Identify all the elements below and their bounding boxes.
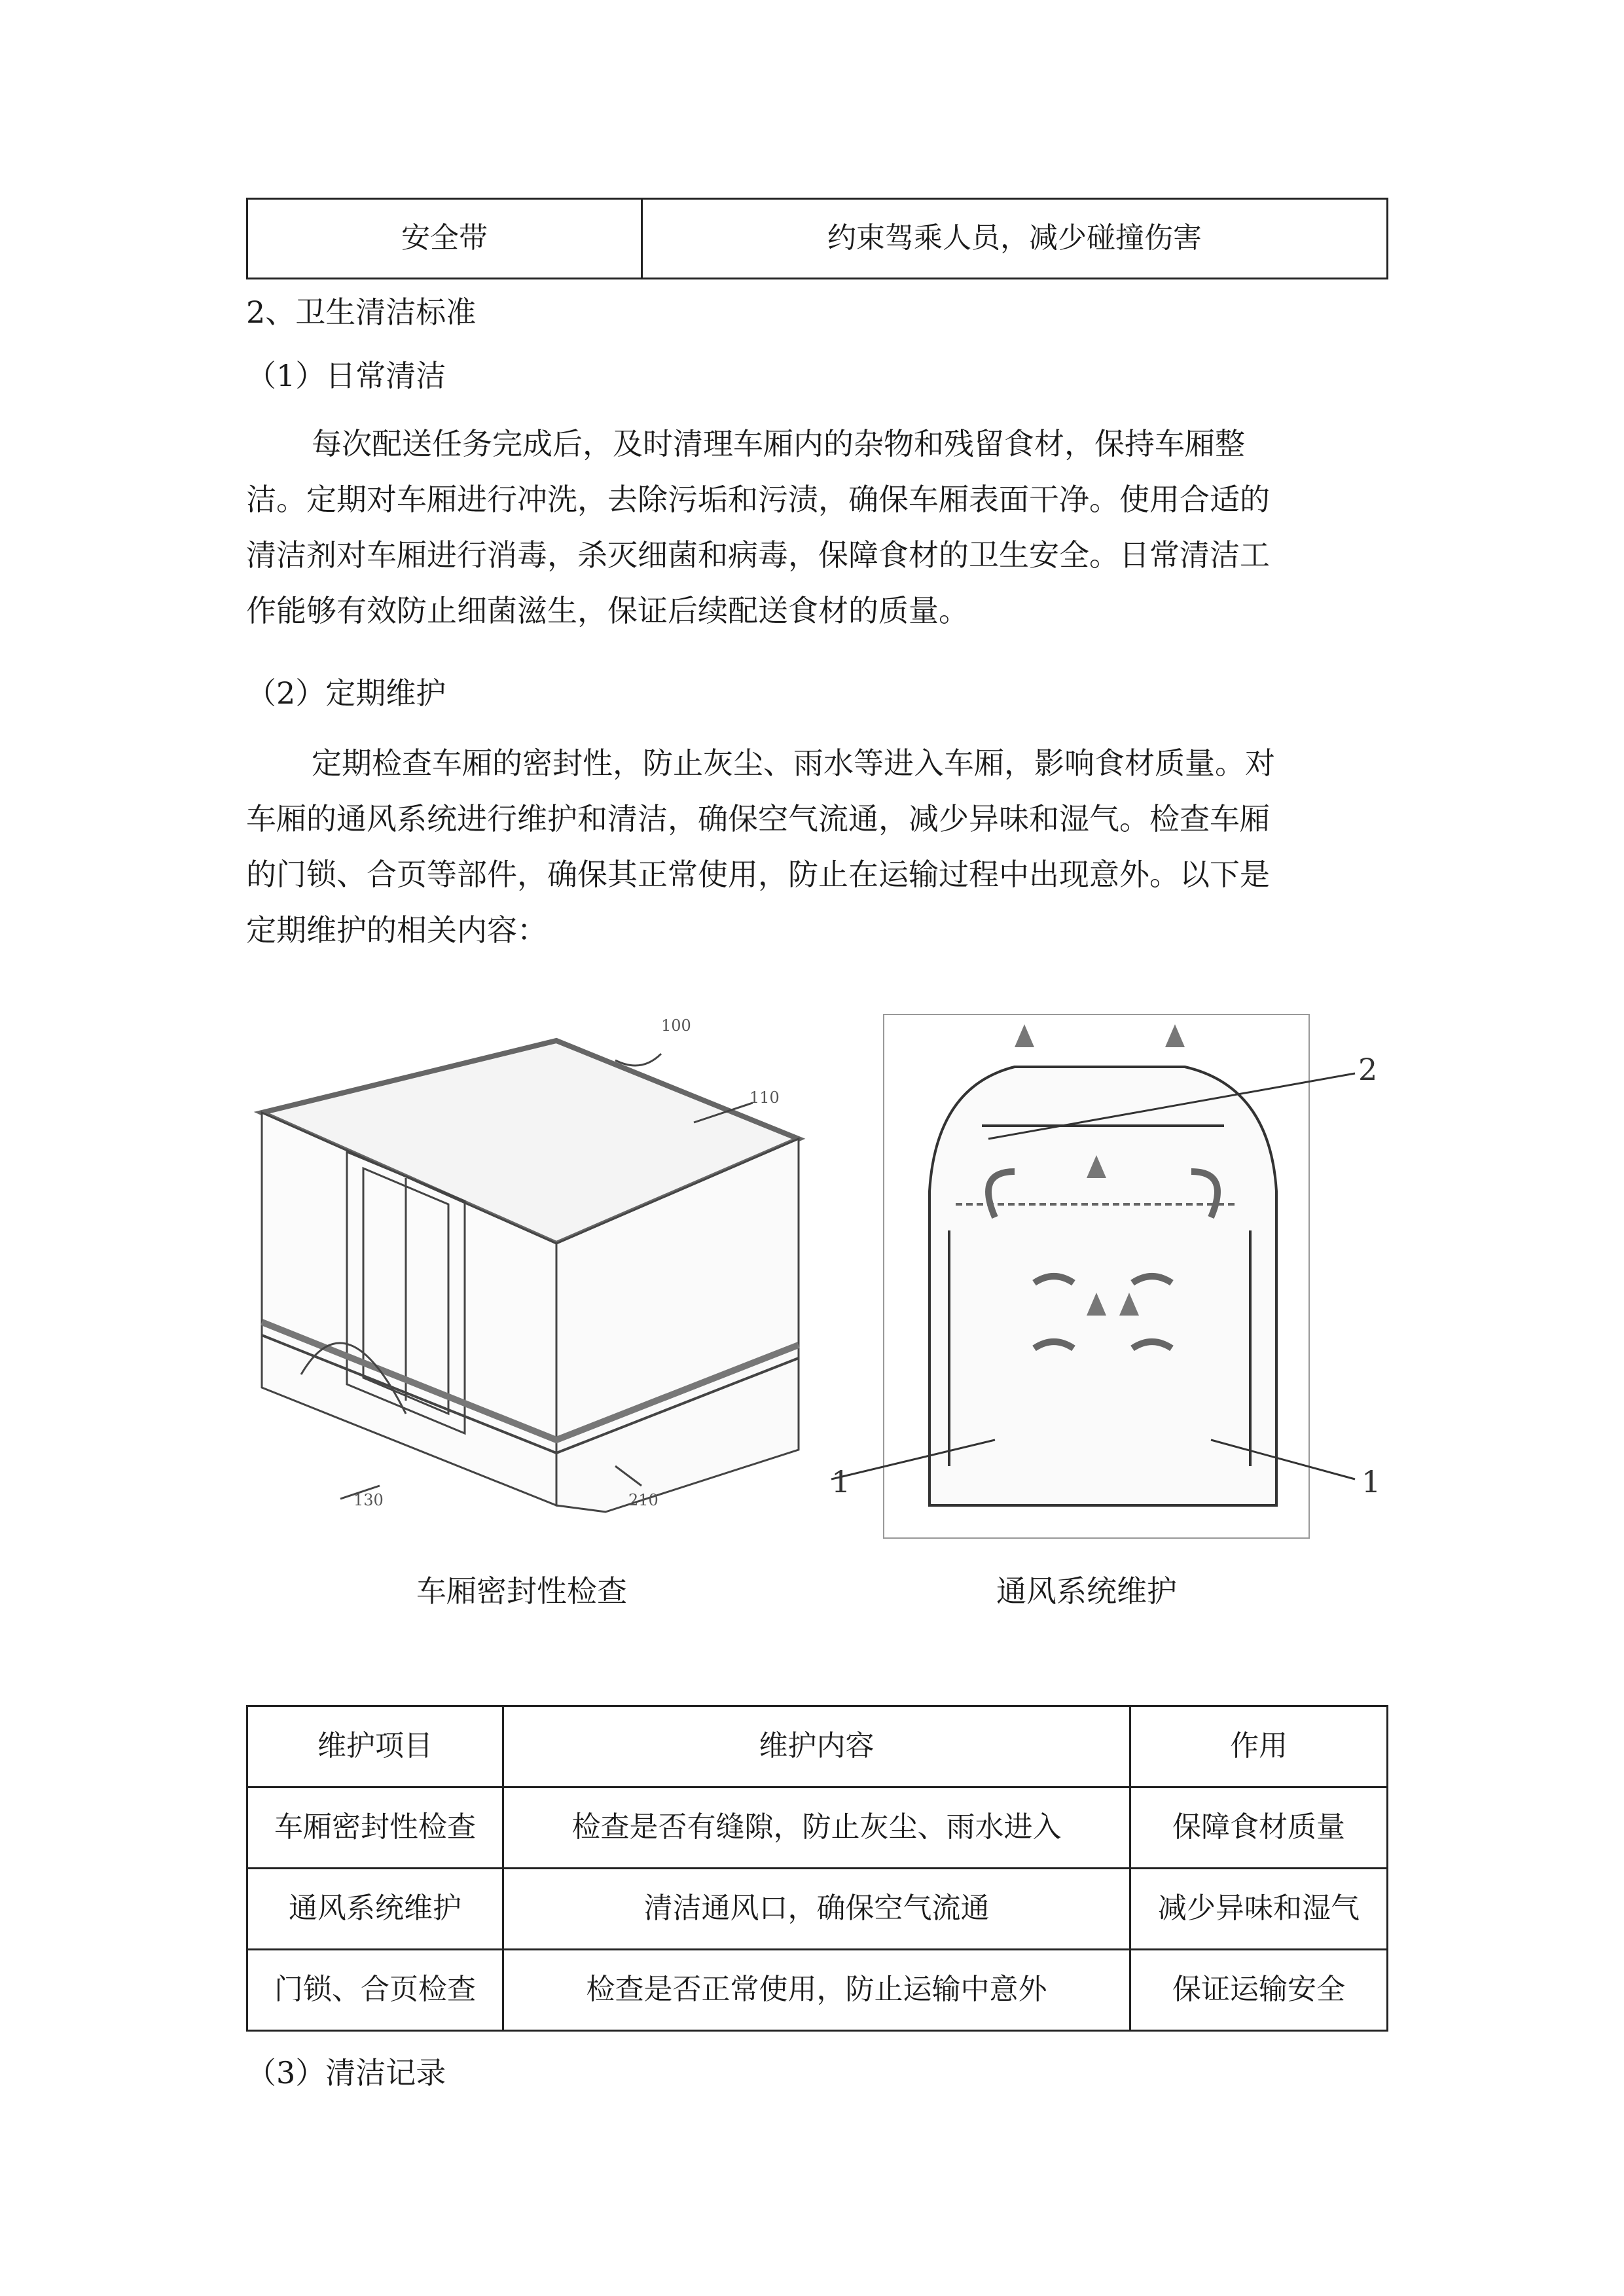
- table-cell: 门锁、合页检查: [247, 1950, 503, 2031]
- table-row: [247, 1869, 1388, 1950]
- table-row: [247, 199, 1388, 279]
- paragraph-line: 定期维护的相关内容：: [246, 912, 547, 948]
- table-cell: 减少异味和湿气: [1130, 1869, 1388, 1950]
- section-heading: 2、卫生清洁标准: [246, 295, 477, 330]
- label-130: 130: [353, 1491, 384, 1509]
- figure-caption-right: 通风系统维护: [996, 1573, 1177, 1609]
- paragraph-line: 每次配送任务完成后，及时清理车厢内的杂物和残留食材，保持车厢整: [312, 426, 1245, 461]
- subsection-title: （1）日常清洁: [246, 358, 446, 393]
- table-row: [247, 1787, 1388, 1869]
- safety-table: [246, 198, 1388, 279]
- truck-box-diagram: [249, 982, 825, 1551]
- label-210: 210: [628, 1491, 659, 1509]
- table-header-cell: 作用: [1130, 1706, 1388, 1787]
- table-cell: 车厢密封性检查: [247, 1787, 503, 1869]
- table-cell: 检查是否正常使用，防止运输中意外: [503, 1950, 1130, 2031]
- label-110: 110: [749, 1088, 780, 1107]
- subsection-title: （3）清洁记录: [246, 2055, 446, 2090]
- figure-caption-left: 车厢密封性检查: [416, 1573, 627, 1609]
- paragraph-line: 清洁剂对车厢进行消毒，杀灭细菌和病毒，保障食材的卫生安全。日常清洁工: [246, 537, 1270, 573]
- ventilation-diagram: [818, 1008, 1388, 1551]
- table-cell: 通风系统维护: [247, 1869, 503, 1950]
- paragraph-line: 洁。定期对车厢进行冲洗，去除污垢和污渍，确保车厢表面干净。使用合适的: [246, 482, 1270, 517]
- table-header-cell: 维护内容: [503, 1706, 1130, 1787]
- label-1-right: 1: [1362, 1464, 1381, 1499]
- label-1-left: 1: [831, 1464, 851, 1499]
- paragraph-line: 定期检查车厢的密封性，防止灰尘、雨水等进入车厢，影响食材质量。对: [312, 745, 1275, 781]
- table-cell: 安全带: [247, 199, 642, 279]
- table-cell: 保障食材质量: [1130, 1787, 1388, 1869]
- table-cell: 清洁通风口，确保空气流通: [503, 1869, 1130, 1950]
- paragraph-line: 作能够有效防止细菌滋生，保证后续配送食材的质量。: [246, 593, 969, 628]
- table-header-row: [247, 1706, 1388, 1787]
- table-cell: 约束驾乘人员，减少碰撞伤害: [642, 199, 1388, 279]
- label-2: 2: [1358, 1052, 1378, 1087]
- paragraph-line: 的门锁、合页等部件，确保其正常使用，防止在运输过程中出现意外。以下是: [246, 857, 1270, 892]
- table-row: [247, 1950, 1388, 2031]
- subsection-title: （2）定期维护: [246, 675, 446, 711]
- table-header-cell: 维护项目: [247, 1706, 503, 1787]
- paragraph-line: 车厢的通风系统进行维护和清洁，确保空气流通，减少异味和湿气。检查车厢: [246, 801, 1270, 836]
- label-100: 100: [661, 1016, 691, 1035]
- maintenance-table: [246, 1705, 1388, 2032]
- table-cell: 检查是否有缝隙，防止灰尘、雨水进入: [503, 1787, 1130, 1869]
- table-cell: 保证运输安全: [1130, 1950, 1388, 2031]
